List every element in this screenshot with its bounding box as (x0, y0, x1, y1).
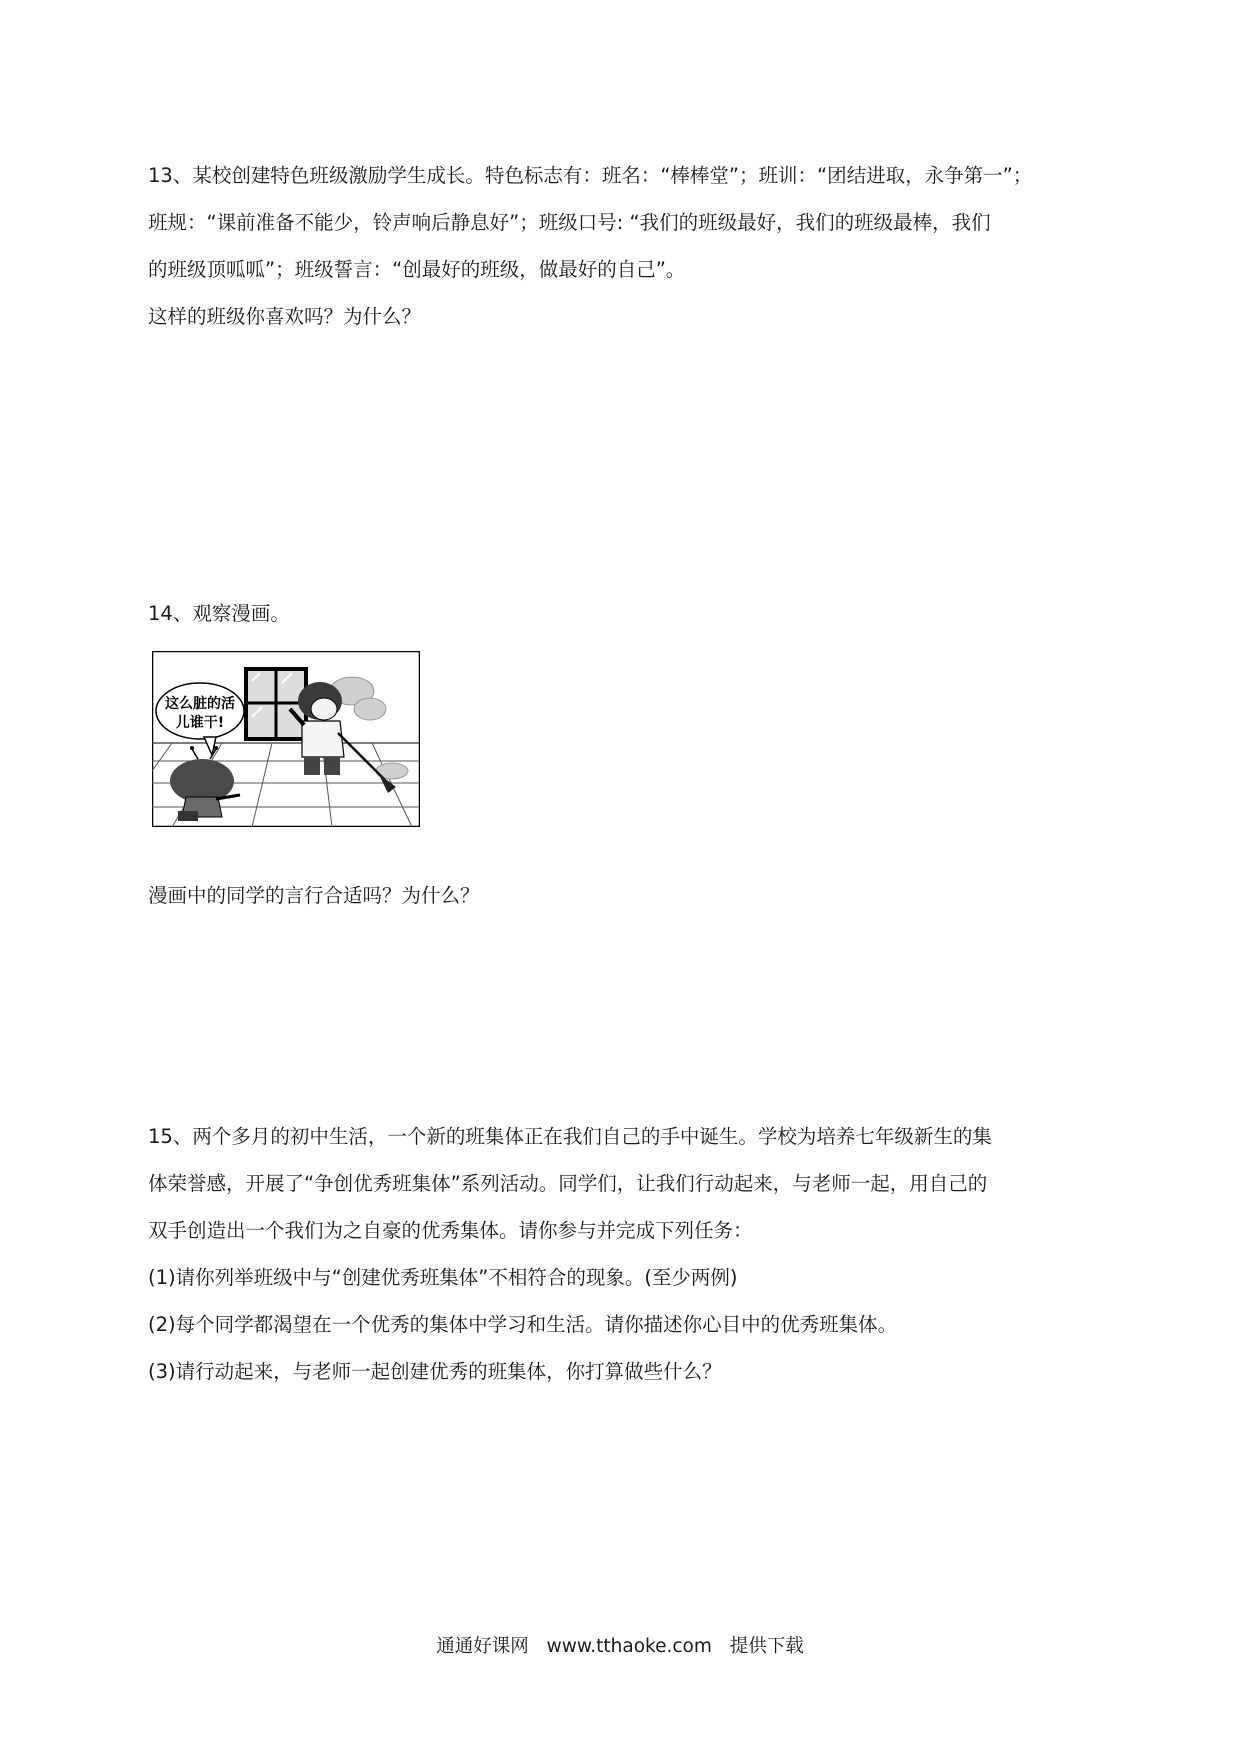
q15-text-line-1: 15、两个多月的初中生活，一个新的班集体正在我们自己的手中诞生。学校为培养七年级新生的集 (148, 1125, 992, 1148)
bubble-text-line-2: 儿谁干! (175, 715, 225, 731)
q13-question: 这样的班级你喜欢吗？为什么？ (148, 305, 422, 328)
footer-suffix: 提供下载 (729, 1636, 804, 1657)
page-footer (0, 1632, 1240, 1658)
window (246, 669, 306, 739)
q15-task-1: (1)请你列举班级中与“创建优秀班集体”不相符合的现象。(至少两例) (148, 1266, 738, 1289)
q15-task-2: (2)每个同学都渴望在一个优秀的集体中学习和生活。请你描述你心目中的优秀班集体。 (148, 1313, 898, 1336)
bubble-text-line-1: 这么脏的活 (165, 696, 235, 712)
q14-title: 14、观察漫画。 (148, 602, 290, 625)
q13-text-line-3: 的班级顶呱呱”；班级誓言：“创最好的班级，做最好的自己”。 (148, 258, 686, 281)
q15-text-line-2: 体荣誉感，开展了“争创优秀班集体”系列活动。同学们，让我们行动起来，与老师一起，用自己的 (148, 1172, 988, 1195)
q15-text-line-3: 双手创造出一个我们为之自豪的优秀集体。请你参与并完成下列任务： (148, 1219, 753, 1242)
footer-site-name: 通通好课网 (436, 1636, 529, 1657)
q14-question: 漫画中的同学的言行合适吗？为什么？ (148, 884, 480, 907)
q13-text-line-1: 13、某校创建特色班级激励学生成长。特色标志有：班名：“棒棒堂”；班训：“团结进取，永争第一”； (148, 164, 1033, 187)
q15-task-3: (3)请行动起来，与老师一起创建优秀的班集体，你打算做些什么？ (148, 1360, 722, 1383)
cartoon-image (152, 651, 420, 827)
q13-text-line-2: 班规：“课前准备不能少，铃声响后静息好”；班级口号: “我们的班级最好，我们的班级最棒，我们 (148, 211, 991, 234)
footer-url[interactable]: www.tthaoke.com (546, 1636, 712, 1657)
